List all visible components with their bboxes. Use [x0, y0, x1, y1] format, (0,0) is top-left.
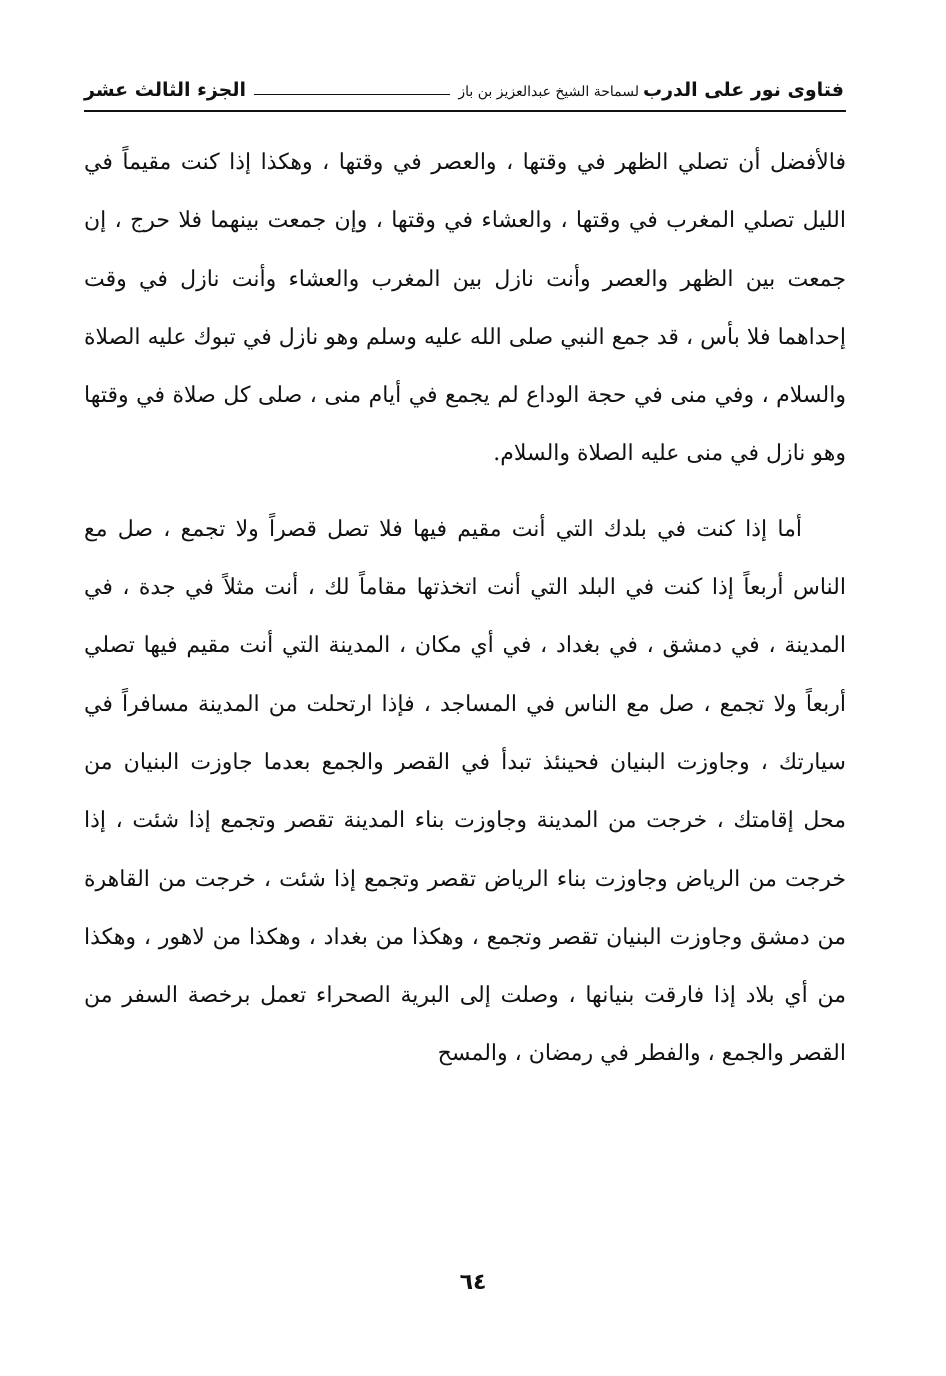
author-name: لسماحة الشيخ عبدالعزيز بن باز — [458, 84, 639, 100]
body-text — [84, 134, 846, 1084]
running-header — [84, 72, 844, 108]
page-number: ٦٤ — [459, 1270, 487, 1295]
header-rule — [254, 94, 450, 95]
book-title: فتاوى نور على الدرب — [643, 79, 844, 101]
header-volume-group — [84, 79, 246, 101]
paragraph: أما إذا كنت في بلدك التي أنت مقيم فيها فلا تصل قصراً ولا تجمع ، صل مع الناس أربعاً إذا كنت في البلد التي أنت اتخذتها مقاماً لك ، أنت مثلاً في جدة ، في المدينة ، في دمشق ، في بغداد ، في أي مكان ، المدينة التي أنت مقيم فيها تصلي أربعاً ولا تجمع ، صل مع الناس في المساجد ، فإذا ارتحلت من المدينة مسافراً في سيارتك ، وجاوزت البنيان فحينئذ تبدأ في القصر والجمع بعدما جاوزت البنيان من محل إقامتك ، خرجت من المدينة وجاوزت بناء المدينة تقصر وتجمع إذا شئت ، إذا خرجت من الرياض وجاوزت بناء الرياض تقصر وتجمع إذا شئت ، خرجت من القاهرة من دمشق وجاوزت البنيان تقصر وتجمع ، وهكذا من بغداد ، وهكذا من لاهور ، وهكذا من أي بلاد إذا فارقت بنيانها ، وصلت إلى البرية الصحراء تعمل برخصة السفر من القصر والجمع ، والفطر في رمضان ، والمسح — [84, 516, 846, 1067]
header-divider — [84, 110, 846, 112]
paragraph: فالأفضل أن تصلي الظهر في وقتها ، والعصر في وقتها ، وهكذا إذا كنت مقيماً في الليل تصلي المغرب في وقتها ، والعشاء في وقتها ، وإن جمعت بينهما فلا حرج ، إن جمعت بين الظهر والعصر وأنت نازل بين المغرب والعشاء وأنت نازل في وقت إحداهما فلا بأس ، قد جمع النبي صلى الله عليه وسلم وهو نازل في تبوك عليه الصلاة والسلام ، وفي منى في حجة الوداع لم يجمع في أيام منى ، صلى كل صلاة في وقتها وهو نازل في منى عليه الصلاة والسلام. — [84, 150, 846, 467]
volume-label: الجزء الثالث عشر — [84, 79, 247, 101]
header-title-group — [458, 79, 844, 101]
